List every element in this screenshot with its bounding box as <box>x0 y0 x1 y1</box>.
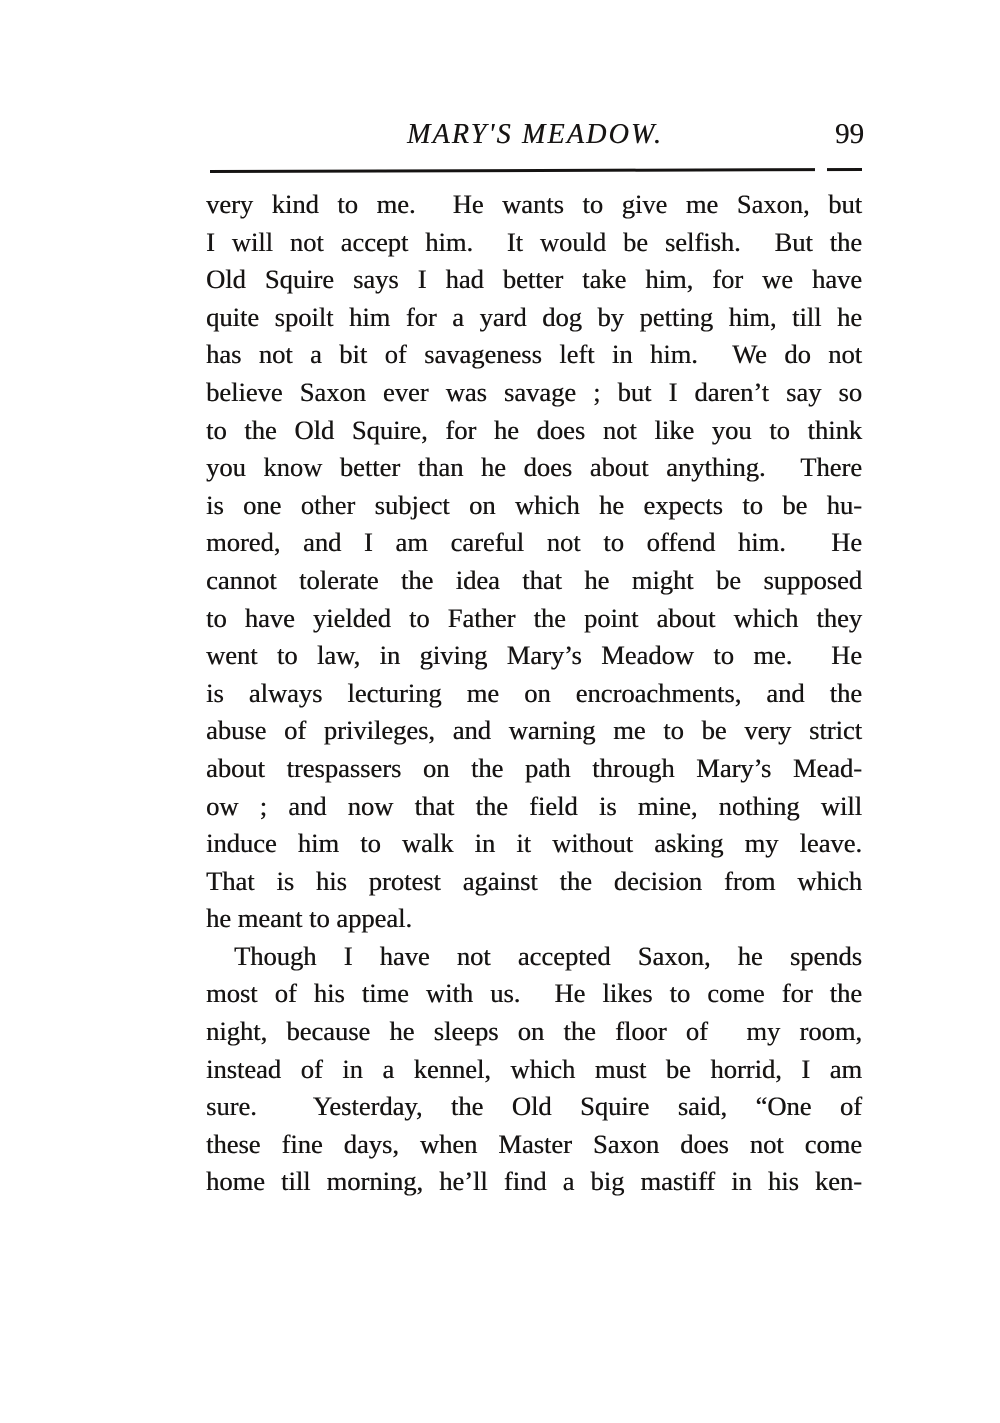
text-line: home till morning, he’ll find a big mastiff in his ken- <box>206 1166 862 1197</box>
text-line: induce him to walk in it without asking my leave. <box>206 828 862 859</box>
text-line: he meant to appeal. <box>206 903 413 934</box>
running-header <box>206 118 864 151</box>
text-line: That is his protest against the decision from which <box>206 865 862 896</box>
text-line: has not a bit of savageness left in him. We do not <box>206 339 862 370</box>
page-number: 99 <box>835 118 864 150</box>
text-line: to the Old Squire, for he does not like you to think <box>206 414 862 445</box>
text-line: I will not accept him. It would be selfish. But the <box>206 226 862 257</box>
text-line: believe Saxon ever was savage ; but I daren’t say so <box>206 376 862 407</box>
text-line: is always lecturing me on encroachments, and the <box>206 677 862 708</box>
page-body <box>206 186 862 1201</box>
text-line: Old Squire says I had better take him, for we have <box>206 264 862 295</box>
text-line: to have yielded to Father the point about which they <box>206 602 862 633</box>
text-line: ow ; and now that the field is mine, nothing will <box>206 790 862 821</box>
text-line: went to law, in giving Mary’s Meadow to me. He <box>206 640 862 671</box>
text-line: quite spoilt him for a yard dog by petting him, till he <box>206 301 862 332</box>
text-line: Though I have not accepted Saxon, he spends <box>234 940 862 971</box>
running-header-title: MARY'S MEADOW. <box>406 119 664 150</box>
text-line: about trespassers on the path through Mary’s Mead- <box>206 752 862 783</box>
text-line: cannot tolerate the idea that he might be supposed <box>206 564 862 595</box>
header-rule <box>210 168 862 174</box>
text-line: abuse of privileges, and warning me to be very strict <box>206 715 862 746</box>
text-line: very kind to me. He wants to give me Saxon, but <box>206 189 862 219</box>
text-line: you know better than he does about anything. There <box>206 452 862 483</box>
text-line: these fine days, when Master Saxon does not come <box>206 1128 862 1159</box>
text-line: most of his time with us. He likes to come for the <box>206 978 862 1009</box>
text-line: mored, and I am careful not to offend him. He <box>206 527 862 558</box>
text-line: sure. Yesterday, the Old Squire said, “One of <box>206 1091 862 1122</box>
text-line: is one other subject on which he expects to be hu- <box>206 489 862 520</box>
text-line: night, because he sleeps on the floor of my room, <box>206 1016 862 1047</box>
text-line: instead of in a kennel, which must be horrid, I am <box>206 1053 862 1084</box>
